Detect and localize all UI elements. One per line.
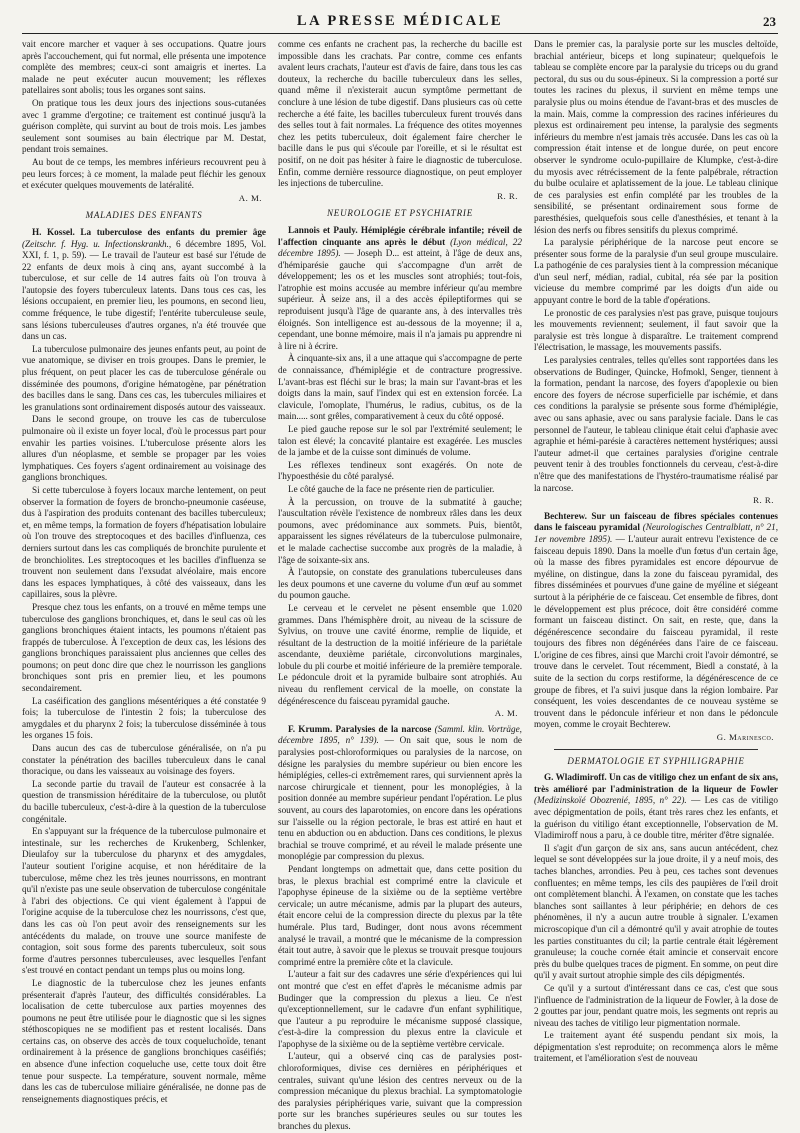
abstract-citation: (Neurologisches Centralblatt, n° 21, 1er novembre 1895).: [534, 522, 778, 544]
paragraph: Le côté gauche de la face ne présente rien de particulier.: [288, 483, 495, 494]
abstract-title: Paralysies de la narcose: [335, 723, 432, 734]
paragraph: vait encore marcher et vaquer à ses occupations. Quatre jours après l'accouchement, qui fut normal, elle présenta une impotence complète des membres; ceux-ci sont amaigris et inertes. La malade ne peut exécuter aucun mouvement; les réflexes patellaires sont abolis; tous les organes sont sains.: [22, 39, 266, 96]
abstract-header: [534, 511, 778, 731]
paragraph: L'auteur, qui a observé cinq cas de paralysies post-chloroformiques, divise ces dernières en périphériques et centrales, suivant qu'une lésion des centres nerveux ou de la compression mécanique du plexus brachial. La symptomatologie des paralysies périphériques varie, suivant que la compression porte sur les branches supérieures seules ou sur toutes les branches du plexus.: [278, 1051, 522, 1132]
abstract-text: — Joseph D... est atteint, à l'âge de deux ans, d'hémiparésie gauche qui s'accompagne d'un arrêt de développement; les os et les muscles sont atrophiés; tout-fois, l'atrophie est moins accusée au membre inférieur qu'au membre supérieur. À seize ans, il a des accès épileptiformes qui se reproduisent jusqu'à l'âge de quarante ans, à des intervalles très éloignés. Son intelligence est au-dessous de la moyenne; il a, cependant, une bonne mémoire, mais il n'a jamais pu apprendre ni à lire ni à écrire.: [278, 248, 523, 351]
paragraph: À l'autopsie, on constate des granulations tuberculeuses dans les deux poumons et une caverne du volume d'un œuf au sommet du poumon gauche.: [278, 567, 522, 601]
abstract-author: G. Wladimiroff.: [544, 772, 607, 783]
paragraph: La tuberculose pulmonaire des jeunes enfants peut, au point de vue anatomique, se diviser en trois groupes. Dans le premier, le plus fréquent, on peut placer les cas de tuberculose générale ou disséminée des poumons, d'origine hématogène, par pénétration des bacilles dans le sang. Dans ces cas, les tubercules miliaires et les granulations sont ordinairement disposés autour des vaisseaux.: [22, 343, 266, 412]
paragraph: comme ces enfants ne crachent pas, la recherche du bacille est impossible dans les crachats. Par contre, comme ces enfants avalent leurs crachats, l'auteur est d'avis de faire, dans tous les cas douteux, la recherche du bacille tuberculeux dans les selles, quand même il n'existerait aucun symptôme permettant de conclure à une lésion de tube digestif. Dans plusieurs cas où cette recherche a été faite, les bacilles tuberculeux furent trouvés dans des selles tout à fait normales. La fréquence des otites moyennes chez les petits tuberculeux, doit également faire chercher le bacille dans le pus qui s'écoule par l'oreille, et si le résultat est positif, on ne doit pas hésiter à faire le diagnostic de tuberculose. Enfin, comme dernière ressource diagnostique, on peut employer les injections de tuberculine.: [278, 39, 522, 189]
paragraph: Ce qu'il y a surtout d'intéressant dans ce cas, c'est que sous l'influence de l'administration de la liqueur de Fowler, à la dose de 2 gouttes par jour, pendant quatre mois, les segments ont repris au niveau des taches de vitiligo leur pigmentation normale.: [534, 982, 778, 1028]
abstract-header: [278, 724, 522, 863]
paragraph: On pratique tous les deux jours des injections sous-cutanées avec 1 gramme d'ergotine; ce traitement est continué jusqu'à la guérison complète, qui survint au bout de trois mois. Les jambes seulement sont soumises au bain électrique par M. Destat, pendant trois semaines.: [22, 97, 266, 155]
author-signature: R. R.: [753, 495, 774, 506]
column-3: [534, 39, 778, 1109]
paragraph: L'auteur a fait sur des cadavres une série d'expériences qui lui ont montré que c'est en effet d'après le mécanisme admis par Budinger que la compression du plexus a lieu. Ce n'est qu'exceptionnellement, sur le cadavre d'un enfant syphilitique, que l'auteur a pu reproduire le mécanisme supposé classique, c'est-à-dire la compression du plexus entre la clavicule et l'apophyse de la sixième ou de la septième vertèbre cervicale.: [278, 969, 522, 1049]
abstract-author: Bechterew.: [544, 510, 587, 521]
abstract-author: H. Kossel.: [32, 226, 75, 237]
abstract-title: Hémiplégie cérébrale infantile; réveil de l'affection cinquante ans après le début: [278, 224, 522, 247]
abstract-header: [534, 772, 778, 842]
abstract-text: — Les cas de vitiligo avec dépigmentation de poils, étant très rares chez les enfants, et la guérison du vitiligo étant exceptionnelle, l'observation de M. Vladimiroff nous a paru, à ce double titre, mériter d'être signalée.: [534, 795, 778, 841]
paragraph: Les paralysies centrales, telles qu'elles sont rapportées dans les observations de Budinger, Quincke, Hofmokl, Senger, tiennent à la formation, pendant la narcose, des foyers d'apoplexie ou bien encore des foyers de nécrose superficielle par ischémie, et dans ces conditions la paralysie se présente sous forme d'hémiplégie, avec ou sans aphasie, avec ou sans paralysie faciale. Dans le cas personnel de l'auteur, le tableau clinique était celui d'aphasie avec agraphie et hémi-parésie à caractères nettement hystériques; aussi l'auteur admet-il que certaines paralysies d'origine centrale peuvent tenir à des troubles fonctionnels du cerveau, c'est-à-dire n'être que des manifestations de l'hystéro-traumatisme réalisé par la narcose.: [534, 355, 778, 493]
author-signature: R. R.: [497, 190, 518, 201]
author-signature: A. M.: [494, 708, 518, 719]
abstract-author: F. Krumm.: [288, 723, 333, 734]
abstract-citation: (Lyon médical, 22 décembre 1895).: [278, 236, 522, 259]
abstract-title: Sur un faisceau de fibres spéciales contenues dans le faisceau pyramidal: [534, 510, 779, 533]
abstract-citation: (Medizinskoïé Obozrenié, 1895, n° 22).: [534, 795, 687, 806]
paragraph: La caséification des ganglions mésentériques a été constatée 9 fois; la tuberculose de l'intestin 2 fois; la tuberculose des amygdales et du pharynx 2 fois; la tuberculose disséminée à tous les organes 15 fois.: [22, 695, 266, 741]
author-signature: A. M.: [238, 192, 262, 203]
abstract-citation: (Zeitschr. f. Hyg. u. Infectionskrankh.,: [22, 238, 172, 249]
abstract-citation: (Samml. klin. Vorträge, décembre 1895, n° 139).: [278, 723, 522, 746]
paragraph: Presque chez tous les enfants, on a trouvé en même temps une tuberculose des ganglions bronchiques, et, dans le seul cas où les ganglions bronchiques étaient intacts, les poumons n'étaient pas frappés de tuberculose. À l'exception de deux cas, les lésions des ganglions bronchiques paraissaient plus anciennes que celles des poumons; on peut donc dire que chez le nourrisson les ganglions bronchiques sont pris en premier lieu, et les poumons secondairement.: [22, 601, 266, 694]
paragraph: Le traitement ayant été suspendu pendant six mois, la dépigmentation s'est reproduite; on recommença alors le même traitement, et l'amélioration s'est de nouveau: [534, 1030, 778, 1064]
paragraph: La paralysie périphérique de la narcose peut encore se présenter sous forme de la paralysie d'un seul groupe musculaire. La pathogénie de ces paralysies tient à la compression mécanique d'un seul nerf, médian, radial, cubital, réa sée par la position vicieuse du membre comprimé par les doigts d'un aide ou appuyant contre le bord de la table d'opérations.: [534, 237, 778, 306]
journal-title: LA PRESSE MÉDICALE: [296, 13, 504, 29]
paragraph: Les réflexes tendineux sont exagérés. On note de l'hypoesthésie du côté paralysé.: [278, 459, 522, 482]
paragraph: Dans le second groupe, on trouve les cas de tuberculose pulmonaire où il existe un foyer local, d'où le processus part pour envahir les parties voisines. L'tuberculose présente alors les allures d'un néoplasme, et semble se propager par les voies lymphatiques. Ces foyers s'agent ordinairement au voisinage des ganglions bronchiques.: [22, 414, 266, 483]
paragraph: Au bout de ce temps, les membres inférieurs recouvrent peu à peu leurs forces; à ce moment, la malade peut fléchir les genoux et exécuter quelques mouvements de latéralité.: [22, 156, 266, 191]
abstract-header: [278, 225, 522, 353]
column-1: [22, 39, 266, 1109]
section-heading: DERMATOLOGIE ET SYPHILIGRAPHIE: [567, 755, 745, 766]
paragraph: Le pronostic de ces paralysies n'est pas grave, puisque toujours les mouvements reviennent; seulement, il faut savoir que la paralysie est très longue à disparaître. Le traitement comprend l'électrisation, le massage, les mouvements passifs.: [534, 307, 778, 353]
paragraph: La seconde partie du travail de l'auteur est consacrée à la question de transmission héréditaire de la tuberculose, ou plutôt du bacille tuberculeux, c'est-à-dire à la question de la tuberculose congénitale.: [22, 778, 266, 824]
column-2: [278, 39, 523, 1132]
abstract-text: — On sait que, sous le nom de paralysies post-chloroformiques ou paralysies de la narcose, on désigne les paralysies du membre supérieur ou bien encore les hémiplégies, celles-ci extrêmement rares, qui surviennent après la narcose chirurgicale et tiennent, pour les monoplégies, à la position donnée au membre supérieur pendant l'opération. Le plus souvent, au cours des laparotomies, on encore dans les opérations sur l'aisselle ou la région pectorale, le bras est attiré en haut et tenu en abduction ou en abduction. Dans ces conditions, le plexus brachial se trouve comprimé, et au réveil le malade présente une monoplégie par compression du plexus.: [278, 735, 523, 862]
abstract-header: [22, 227, 266, 343]
section-heading: MALADIES DES ENFANTS: [85, 210, 203, 221]
page-number: 23: [763, 14, 776, 29]
abstract-citation-detail: 6 décembre 1895, Vol. XXI, f. 1, p. 59). —: [22, 238, 267, 261]
section-heading: NEUROLOGIE ET PSYCHIATRIE: [327, 208, 473, 219]
paragraph: À la percussion, on trouve de la submatité à gauche; l'auscultation révèle l'existence de nombreux râles dans les deux poumons, avec prédominance aux sommets. Puis, bientôt, apparaissent les signes révélateurs de la tuberculose pulmonaire, et le malade cachectise succombe aux progrès de la maladie, à l'âge de soixante-six ans.: [278, 496, 522, 565]
text-columns: [22, 39, 779, 1132]
paragraph: En s'appuyant sur la fréquence de la tuberculose pulmonaire et intestinale, sur les recherches de Krukenberg, Schlenker, Dieulafoy sur la tuberculose du pharynx et des amygdales, l'auteur soutient l'origine acquise, et non héréditaire de la tuberculose, même chez les très jeunes nourrissons, en montrant qu'il n'existe pas une seule observation de tuberculose congénitale à l'abri des objections. Ce qui vient également à l'appui de l'origine acquise de la tuberculose chez les nourrissons, c'est que, dans les cas où l'on peut avoir des renseignements sur les antécédents du malade, on trouve une source manifeste de contagion, soit sous forme des parents tuberculeux, soit sous forme d'autres personnes tuberculeuses, avec lesquelles l'enfant s'est trouvé en contact pendant un temps plus ou moins long.: [22, 826, 266, 976]
paragraph: Dans le premier cas, la paralysie porte sur les muscles deltoïde, brachial antérieur, biceps et long supinateur; quelquefois le tableau se complète encore par la paralysie du triceps ou du grand pectoral, du sus ou du sous-épineux. Si la compression a porté sur toutes les racines du plexus, il survient en même temps une paralysie plus ou moins étendue de l'avant-bras et des muscles de la main. Mais, comme la compression des racines inférieures du plexus est ordinairement peu intense, la paralysie des segments inférieurs du membre n'est jamais très accusée. Dans les cas où la compression était intense et de longue durée, on peut encore observer le syndrome oculo-pupillaire de Klumpke, c'est-à-dire du myosis avec rétrécissement de la fente palpébrale, rétraction du bulbe oculaire et aplatissement de la joue. Le tableau clinique de ces paralysies est enfin complété par les troubles de la sensibilité, se présentant ordinairement sous forme de paresthésies, quelquefois sous celle d'anesthésies, et tenant à la lésion des nerfs ou fibres sensitifs du plexus comprimé.: [534, 39, 778, 235]
abstract-text: — L'auteur aurait entrevu l'existence de ce faisceau depuis 1890. Dans la moelle d'un fœtus d'un certain âge, où la masse des fibres pyramidales est encore dépourvue de myéline, on distingue, dans la zone du faisceau pyramidal, des fibres disséminées et pourvues d'une gaine de myéline et siégeant surtout à la périphérie de ce faisceau. Cet ensemble de fibres, dont le développement est plus précoce, doit être considéré comme formant un faisceau distinct. On sait, en reste, que, dans la dégénérescence secondaire du faisceau pyramidal, il reste toujours des fibres non dégénérées dans l'aire de ce faisceau. L'origine de ces fibres, ainsi que Marchi croit l'avoir démontré, se trouve dans le cervelet. Tout récemment, Biedl a constaté, à la suite de la section du corps restiforme, la dégénérescence de ce groupe de fibres, et l'a suivi jusque dans la région lombaire. Par conséquent, les voies descendantes de ce nouveau système se trouvent dans le pédoncule inférieur et non dans le pédoncule moyen, comme le croyait Bechterew.: [534, 533, 779, 730]
abstract-author: Lannois et Pauly.: [288, 224, 358, 235]
paragraph: Le cerveau et le cervelet ne pèsent ensemble que 1.020 grammes. Dans l'hémisphère droit, au niveau de la scissure de Sylvius, on trouve une cavité énorme, remplie de liquide, et résultant de la destruction de la moitié inférieure de la pariétale ascendante, deuxième pariétale, circonvolutions marginales, lobule du pli courbe et moitié inférieure de la première temporale. Le pédoncule droit et la pyramide bulbaire sont atrophiés. Au niveau du renflement cervical de la moelle, on constate la dégénérescence du faisceau pyramidal gauche.: [278, 602, 522, 706]
paragraph: Si cette tuberculose à foyers locaux marche lentement, on peut observer la formation de foyers de broncho-pneumonie caséeuse, dus à l'aspiration des produits contenant des bacilles tuberculeux; et, en même temps, la formation de foyers d'hépatisation lobulaire où l'on trouve des streptocoques et des bacilles d'influenza, ces derniers surtout dans les cas compliqués de bronchite purulente et de bronchiolites. Les streptocoques et les bacilles d'influenza se trouvent non seulement dans l'exsudat alvéolaire, mais encore dans les espaces lymphatiques, à côté des vaisseaux, dans les capillaires, sous la plèvre.: [22, 484, 266, 600]
paragraph: Le diagnostic de la tuberculose chez les jeunes enfants présenterait d'après l'auteur, des difficultés considérables. La localisation de cette tuberculose aux parties moyennes des poumons ne peut être utilisée pour le diagnostic que si les signes stéthoscopiques ne se modifient pas et restent localisés. Dans certains cas, on observe des accès de toux coqueluchoïde, tenant ordinairement à la présence de ganglions bronchiques caséifiés; en absence d'une infection coqueluche use, cette toux doit être tenue pour suspecte. La température, souvent normale, même dans les cas de tuberculose miliaire généralisée, ne donne pas de renseignements diagnostiques précis, et: [22, 977, 266, 1104]
paragraph: Pendant longtemps on admettait que, dans cette position du bras, le plexus brachial est comprimé entre la clavicule et l'apophyse épineuse de la sixième ou de la septième vertèbre cervicale; un autre mécanisme, admis par la plupart des auteurs, était encore celui de la compression directe du plexus par la tête humérale. Plus tard, Budinger, dont nous avons récemment analysé le travail, a montré que le mécanisme de la compression était tout autre, à savoir que le plexus se trouvait presque toujours comprimé entre la première côte et la clavicule.: [278, 863, 522, 967]
author-signature: G. Marinesco.: [716, 732, 774, 743]
paragraph: Le pied gauche repose sur le sol par l'extrémité seulement; le talon est élevé; la concavité plantaire est exagérée. Les muscles de la jambe et de la cuisse sont diminués de volume.: [278, 424, 522, 458]
abstract-text: Le travail de l'auteur est basé sur l'étude de 22 enfants de deux mois à cinq ans, ayant succombé à la tuberculose, et sur celle de 14 autres faits où l'on trouva à l'autopsie des foyers tuberculeux latents. Dans tous ces cas, les lésions occupaient, en premier lieu, les poumons, en second lieu, comme fréquence, le tube digestif; l'entérite tuberculeuse seule, sans lésions tuberculeuses d'autres organes, n'a été trouvée que dans un cas.: [22, 250, 267, 342]
paragraph: Dans aucun des cas de tuberculose généralisée, on n'a pu constater la pénétration des bacilles tuberculeux dans le canal thoracique, ou dans les vaisseaux au voisinage des foyers.: [22, 743, 266, 777]
abstract-title: La tuberculose des enfants du premier âge: [80, 226, 266, 237]
abstract-title: Un cas de vitiligo chez un enfant de six ans, très amélioré par l'administration de la liqueur de Fowler: [534, 772, 779, 794]
paragraph: À cinquante-six ans, il a une attaque qui s'accompagne de perte de connaissance, d'hémiplégie et de contracture progressive. L'avant-bras est fléchi sur le bras; la main sur l'avant-bras et les doigts dans la main, sauf l'index qui est en extension forcée. La clavicule, l'omoplate, l'humérus, le radius, cubitus, os de la main..... sont grêles, comparativement à ceux du côté opposé.: [278, 353, 522, 422]
running-header: [22, 8, 778, 34]
section-divider: [554, 749, 758, 750]
paragraph: Il s'agit d'un garçon de six ans, sans aucun antécédent, chez lequel se sont développées sur la joue droite, il y a neuf mois, des taches blanches, arrondies. Peu à peu, ces taches sont devenues confluentes; en même temps, les cils des paupières de l'œil droit ont complètement blanchi. À l'examen, on constate que les taches blanches sont saillantes à leur périphérie; en dehors de ces phénomènes, il n'y a aucun autre trouble à signaler. L'examen microscopique d'un cil a démontré qu'il y avait atrophie de toutes les parties constituantes du cil; la partie centrale était légèrement granuleuse; la couche cornée était amincie et conservait encore près du bulbe quelques traces de pigment. En somme, on peut dire qu'il y avait surtout atrophie simple des cils dépigmentés.: [534, 842, 778, 981]
